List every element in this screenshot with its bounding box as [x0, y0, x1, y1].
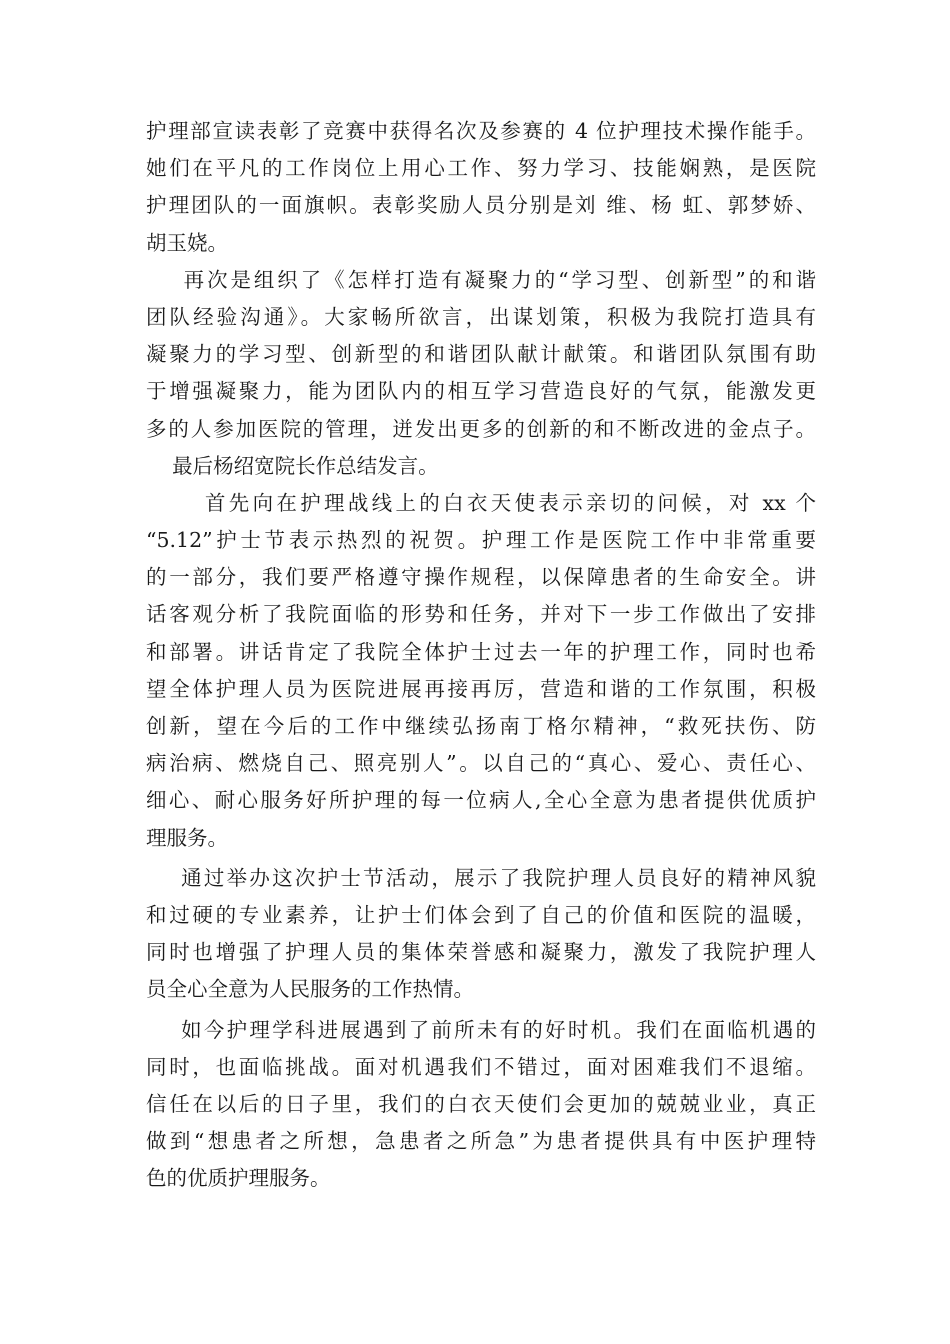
text-line: 护理团队的一面旗帜。表彰奖励人员分别是刘 维、杨 虹、郭梦娇、: [146, 193, 816, 218]
text-line: “5.12”护士节表示热烈的祝贺。护理工作是医院工作中非常重要: [146, 528, 816, 553]
text-line: 理服务。: [146, 825, 228, 850]
text-line: 病治病、燃烧自己、照亮别人”。以自己的“真心、爱心、责任心、: [146, 751, 816, 776]
text-line: 如今护理学科进展遇到了前所未有的好时机。我们在面临机遇的: [146, 1017, 816, 1042]
text-line: 细心、耐心服务好所护理的每一位病人,全心全意为患者提供优质护: [146, 788, 816, 813]
paragraph-team-exchange: [146, 262, 816, 448]
text-line: 同时，也面临挑战。面对机遇我们不错过，面对困难我们不退缩。: [146, 1054, 816, 1079]
text-line: 色的优质护理服务。: [146, 1166, 331, 1191]
text-line: 员全心全意为人民服务的工作热情。: [146, 977, 474, 1002]
paragraph-closing-speech: [146, 448, 816, 485]
paragraph-awards: [146, 113, 816, 262]
text-line: 于增强凝聚力，能为团队内的相互学习营造良好的气氛，能激发更: [146, 379, 816, 404]
text-line: 话客观分析了我院面临的形势和任务，并对下一步工作做出了安排: [146, 602, 816, 627]
text-line: 再次是组织了《怎样打造有凝聚力的“学习型、创新型”的和谐: [146, 267, 816, 292]
text-line: 多的人参加医院的管理，迸发出更多的创新的和不断改进的金点子。: [146, 416, 816, 441]
text-line: 凝聚力的学习型、创新型的和谐团队献计献策。和谐团队氛围有助: [146, 342, 816, 367]
text-line: 团队经验沟通》。大家畅所欲言，出谋划策，积极为我院打造具有: [146, 304, 816, 329]
paragraph-speech-content: [146, 485, 816, 857]
text-line: 通过举办这次护士节活动，展示了我院护理人员良好的精神风貌: [146, 865, 816, 890]
text-line: 她们在平凡的工作岗位上用心工作、努力学习、技能娴熟，是医院: [146, 156, 816, 181]
paragraph-event-summary: [146, 860, 816, 1009]
paragraph-outlook: [146, 1012, 816, 1198]
text-line: 信任在以后的日子里，我们的白衣天使们会更加的兢兢业业，真正: [146, 1091, 816, 1116]
text-line: 的一部分，我们要严格遵守操作规程，以保障患者的生命安全。讲: [146, 565, 816, 590]
text-line: 最后杨绍宽院长作总结发言。: [146, 453, 439, 478]
document-body: [146, 113, 816, 1197]
text-line: 首先向在护理战线上的白衣天使表示亲切的问候，对 xx 个: [146, 490, 816, 515]
text-line: 和部署。讲话肯定了我院全体护士过去一年的护理工作，同时也希: [146, 639, 816, 664]
text-line: 护理部宣读表彰了竞赛中获得名次及参赛的 4 位护理技术操作能手。: [146, 119, 816, 143]
text-line: 同时也增强了护理人员的集体荣誉感和凝聚力，激发了我院护理人: [146, 940, 816, 965]
text-line: 望全体护理人员为医院进展再接再厉，营造和谐的工作氛围，积极: [146, 676, 816, 701]
text-line: 创新，望在今后的工作中继续弘扬南丁格尔精神，“救死扶伤、防: [146, 714, 816, 738]
text-line: 做到“想患者之所想，急患者之所急”为患者提供具有中医护理特: [146, 1129, 816, 1154]
text-line: 胡玉娆。: [146, 230, 228, 255]
text-line: 和过硬的专业素养，让护士们体会到了自己的价值和医院的温暖，: [146, 902, 816, 927]
